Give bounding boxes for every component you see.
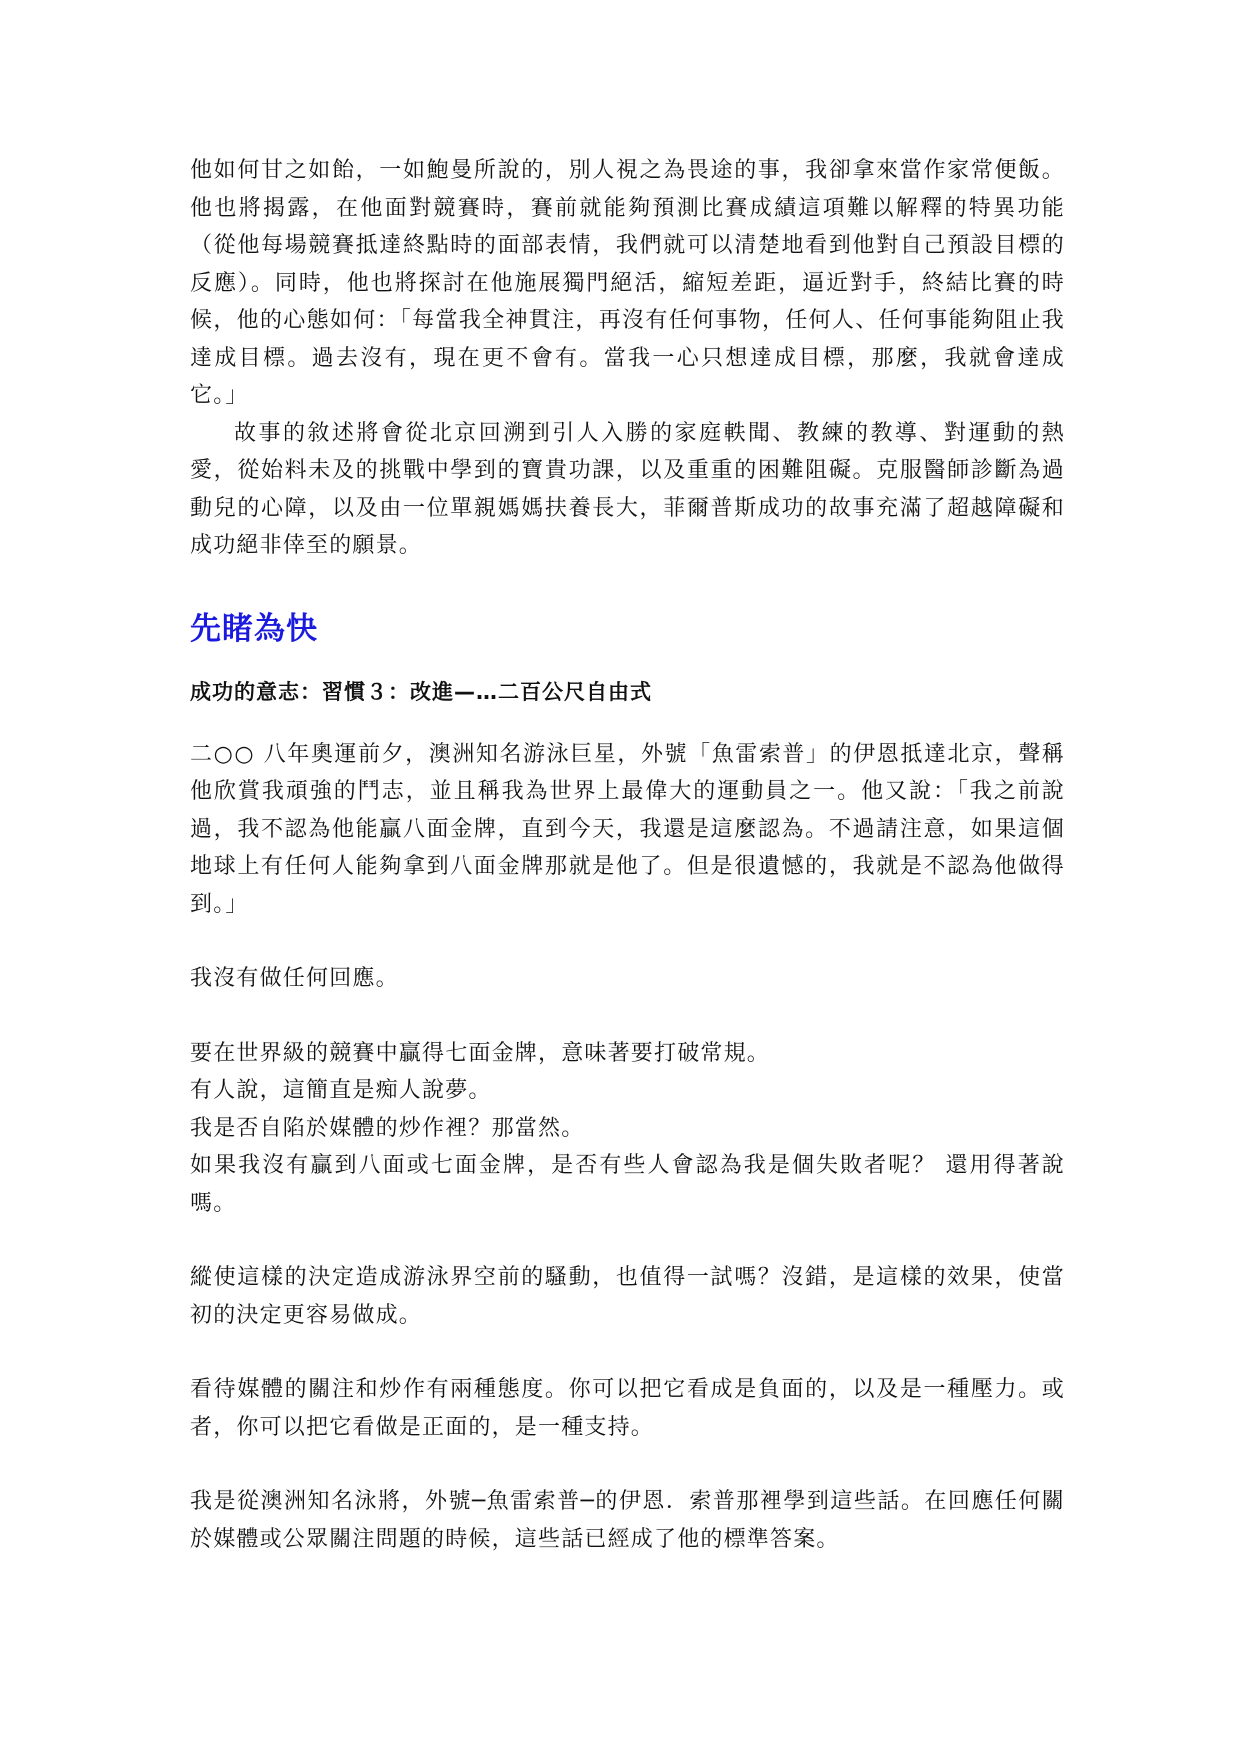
line-item: 要在世界級的競賽中贏得七面金牌，意味著要打破常規。	[190, 1040, 771, 1066]
spacer	[190, 1334, 1065, 1371]
paragraph-story-summary: 故事的敘述將會從北京回溯到引人入勝的家庭軼聞、教練的教導、對運動的熱愛，從始料未及的挑戰中學到的寶貴功課，以及重重的困難阻礙。克服醫師診斷為過動兒的心障，以及由一位單親媽媽扶養長大，菲爾普斯成功的故事充滿了超越障礙和成功絕非倖至的願景。	[190, 420, 1065, 558]
line-item: 有人說，這簡直是痴人說夢。	[190, 1078, 492, 1103]
line-item: 我是否自陷於媒體的炒作裡？那當然。	[190, 1115, 585, 1141]
paragraph-decision: 縱使這樣的決定造成游泳界空前的騷動，也值得一試嗎？沒錯，是這樣的效果，使當初的決定更容易做成。	[190, 1265, 1065, 1328]
line-item: 如果我沒有贏到八面或七面金牌，是否有些人會認為我是個失敗者呢？ 還用得著說嗎。	[190, 1153, 1065, 1216]
paragraph-thorpe-learning: 我是從澳洲知名泳將，外號─魚雷索普─的伊恩．索普那裡學到這些話。在回應任何關於媒體或公眾關注問題的時候，這些話已經成了他的標準答案。	[190, 1489, 1065, 1552]
spacer	[190, 998, 1065, 1035]
spacer	[190, 1222, 1065, 1259]
paragraph-thorpe-quote: 二○○ 八年奧運前夕，澳洲知名游泳巨星，外號「魚雷索普」的伊恩抵達北京，聲稱他欣賞我頑強的鬥志，並且稱我為世界上最偉大的運動員之一。他又說：「我之前說過，我不認為他能贏八面金牌，直到今天，我還是這麼認為。不過請注意，如果這個地球上有任何人能夠拿到八面金牌那就是他了。但是很遺憾的，我就是不認為他做得到。」	[190, 741, 1065, 917]
section-title: 先睹為快	[190, 610, 318, 647]
spacer	[190, 714, 1065, 736]
paragraph-media-attitude: 看待媒體的關注和炒作有兩種態度。你可以把它看成是負面的，以及是一種壓力。或者，你可以把它看做是正面的，是一種支持。	[190, 1377, 1065, 1440]
paragraph-intro: 他如何甘之如飴，一如鮑曼所說的，別人視之為畏途的事，我卻拿來當作家常便飯。他也將揭露，在他面對競賽時，賽前就能夠預測比賽成績這項難以解釋的特異功能（從他每場競賽抵達終點時的面部表情，我們就可以清楚地看到他對自己預設目標的反應）。同時，他也將探討在他施展獨門絕活，縮短差距，逼近對手，終結比賽的時候，他的心態如何：「每當我全神貫注，再沒有任何事物，任何人、任何事能夠阻止我達成目標。過去沒有，現在更不會有。當我一心只想達成目標，那麼，我就會達成它。」	[190, 158, 1065, 408]
paragraph-no-response: 我沒有做任何回應。	[190, 966, 399, 991]
spacer	[190, 923, 1065, 960]
chapter-subhead: 成功的意志：習慣３：改進—…二百公尺自由式	[190, 679, 652, 704]
spacer	[190, 1446, 1065, 1483]
page-content	[190, 152, 1065, 1558]
